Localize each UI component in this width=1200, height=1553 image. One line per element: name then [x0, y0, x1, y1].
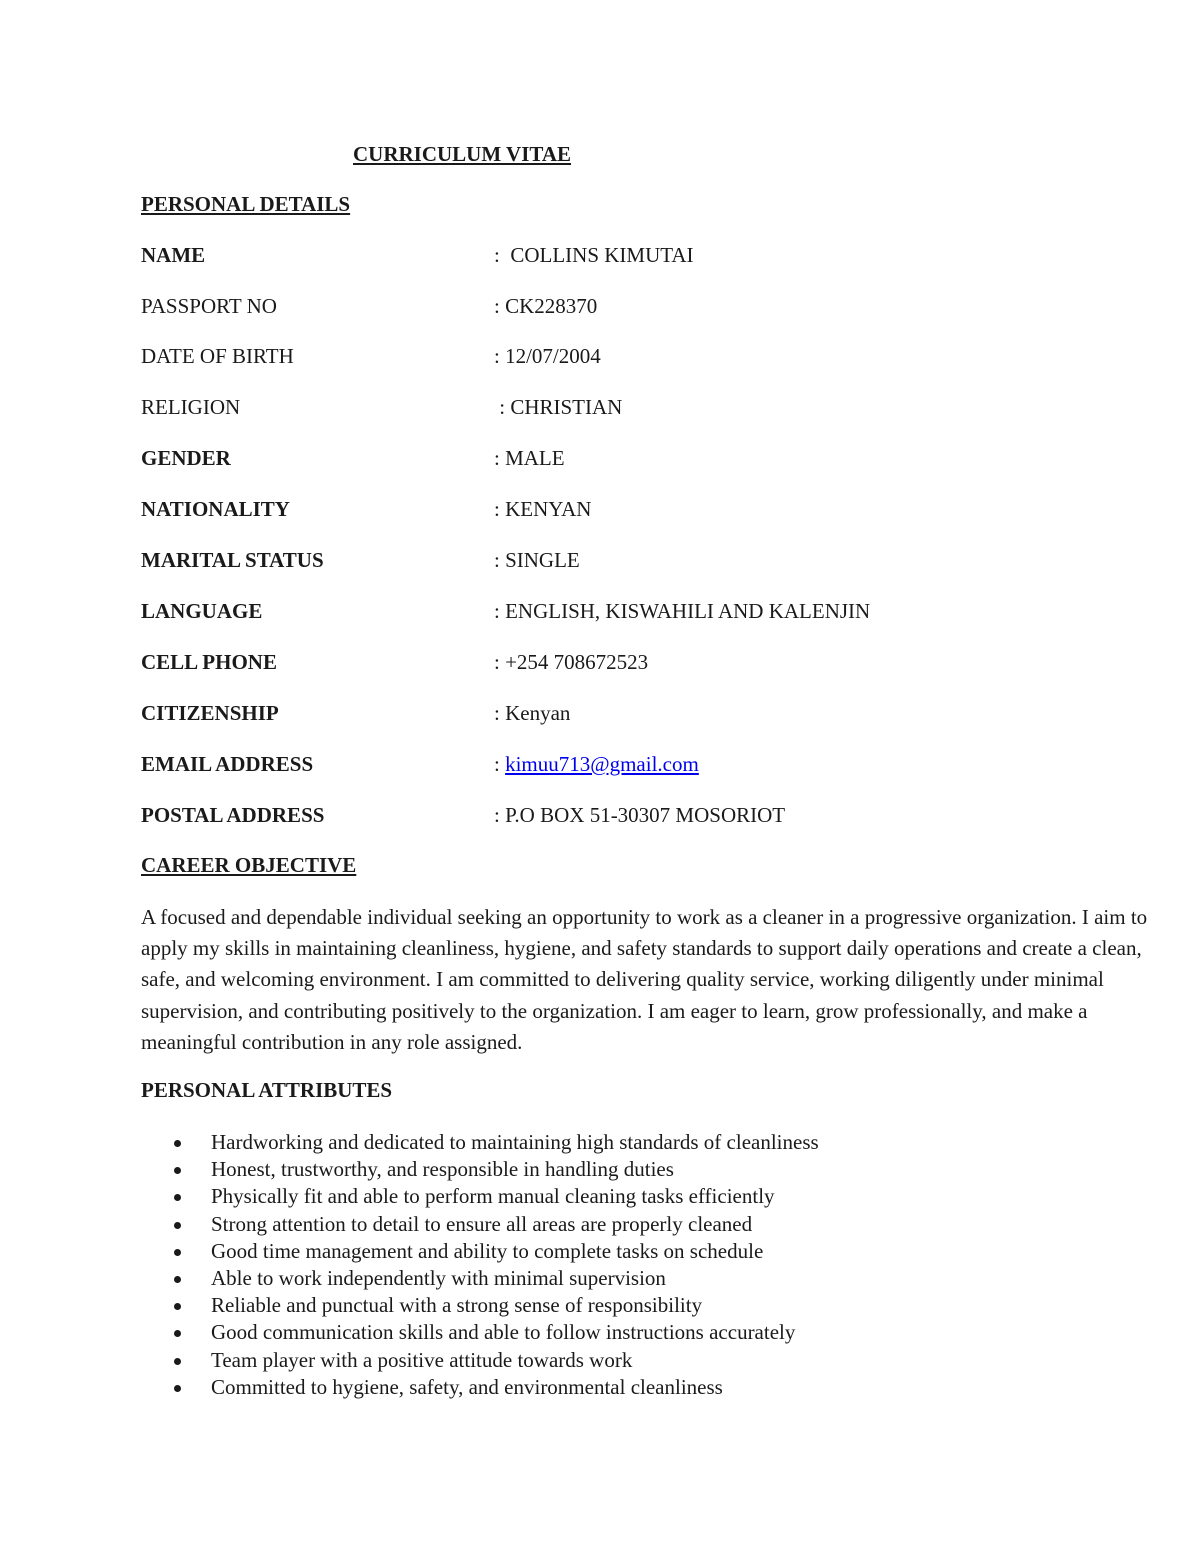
list-item-text: Honest, trustworthy, and responsible in handling duties [211, 1157, 674, 1182]
detail-value: : 12/07/2004 [494, 344, 601, 368]
bullet-icon [174, 1167, 181, 1174]
bullet-icon [174, 1330, 181, 1337]
detail-row-passport [141, 294, 1141, 322]
detail-value: : Kenyan [494, 701, 571, 725]
bullet-icon [174, 1276, 181, 1283]
career-objective-heading: CAREER OBJECTIVE [141, 853, 357, 877]
bullet-icon [174, 1194, 181, 1201]
list-item-text: Hardworking and dedicated to maintaining high standards of cleanliness [211, 1130, 819, 1154]
list-item-text: Strong attention to detail to ensure all areas are properly cleaned [211, 1211, 753, 1236]
detail-label: GENDER [141, 446, 231, 470]
detail-row-email [141, 752, 1141, 780]
list-item-text: Good communication skills and able to follow instructions accurately [211, 1320, 796, 1345]
detail-value: : SINGLE [494, 548, 580, 572]
list-item-text: Committed to hygiene, safety, and environmental cleanliness [211, 1374, 723, 1399]
personal-attributes-heading: PERSONAL ATTRIBUTES [141, 1078, 393, 1102]
detail-value: : ENGLISH, KISWAHILI AND KALENJIN [494, 599, 871, 623]
list-item [141, 1183, 1141, 1210]
detail-value: : P.O BOX 51-30307 MOSORIOT [494, 803, 786, 827]
detail-value: : KENYAN [494, 497, 592, 521]
personal-details-heading: PERSONAL DETAILS [141, 192, 351, 216]
career-objective-text: A focused and dependable individual seeking an opportunity to work as a cleaner in a progressive organization. I aim to apply my skills in maintaining cleanliness, hygiene, and safety standards to support daily operations and create a clean, safe, and welcoming environment. I am committed to delivering quality service, working diligently under minimal supervision, and contributing positively to the organization. I am eager to learn, grow professionally, and make a meaningful contribution in any role assigned. [141, 905, 1148, 1054]
list-item [141, 1265, 1141, 1292]
detail-label: EMAIL ADDRESS [141, 752, 314, 776]
detail-value: : CHRISTIAN [494, 395, 623, 419]
detail-row-religion [141, 395, 1141, 423]
detail-value: : CK228370 [494, 294, 598, 318]
personal-attributes-list [141, 1129, 1141, 1401]
list-item-text: Team player with a positive attitude towards work [211, 1347, 633, 1372]
detail-label: NATIONALITY [141, 497, 290, 521]
detail-label: PASSPORT NO [141, 294, 277, 318]
list-item-text: Reliable and punctual with a strong sense of responsibility [211, 1293, 703, 1318]
bullet-icon [174, 1249, 181, 1256]
detail-label: NAME [141, 243, 206, 267]
detail-row-language [141, 599, 1141, 627]
detail-value [494, 752, 699, 777]
detail-row-citizenship [141, 701, 1141, 729]
list-item [141, 1211, 1141, 1238]
list-item [141, 1292, 1141, 1319]
detail-value: : MALE [494, 446, 565, 470]
list-item [141, 1238, 1141, 1265]
detail-label: MARITAL STATUS [141, 548, 324, 572]
detail-label: RELIGION [141, 395, 241, 419]
bullet-icon [174, 1303, 181, 1310]
detail-value: : COLLINS KIMUTAI [494, 243, 694, 267]
detail-row-postal-address [141, 803, 1141, 831]
detail-label: POSTAL ADDRESS [141, 803, 325, 827]
detail-label: LANGUAGE [141, 599, 263, 623]
detail-row-cell-phone [141, 650, 1141, 678]
document-title: CURRICULUM VITAE [353, 142, 571, 166]
bullet-icon [174, 1140, 181, 1147]
email-link[interactable]: kimuu713@gmail.com [505, 752, 699, 776]
detail-row-nationality [141, 497, 1141, 525]
list-item [141, 1319, 1141, 1346]
bullet-icon [174, 1385, 181, 1392]
detail-row-marital-status [141, 548, 1141, 576]
detail-value: : +254 708672523 [494, 650, 649, 674]
detail-label: CITIZENSHIP [141, 701, 279, 725]
detail-row-dob [141, 344, 1141, 372]
detail-label: DATE OF BIRTH [141, 344, 294, 368]
bullet-icon [174, 1222, 181, 1229]
bullet-icon [174, 1358, 181, 1365]
list-item [141, 1347, 1141, 1374]
detail-label: CELL PHONE [141, 650, 277, 674]
list-item-text: Physically fit and able to perform manual cleaning tasks efficiently [211, 1184, 775, 1209]
list-item-text: Able to work independently with minimal supervision [211, 1265, 666, 1290]
list-item [141, 1129, 1141, 1156]
detail-row-name [141, 243, 1141, 271]
list-item [141, 1374, 1141, 1401]
detail-row-gender [141, 446, 1141, 474]
list-item-text: Good time management and ability to complete tasks on schedule [211, 1238, 764, 1263]
list-item [141, 1156, 1141, 1183]
email-prefix: : [494, 752, 506, 776]
